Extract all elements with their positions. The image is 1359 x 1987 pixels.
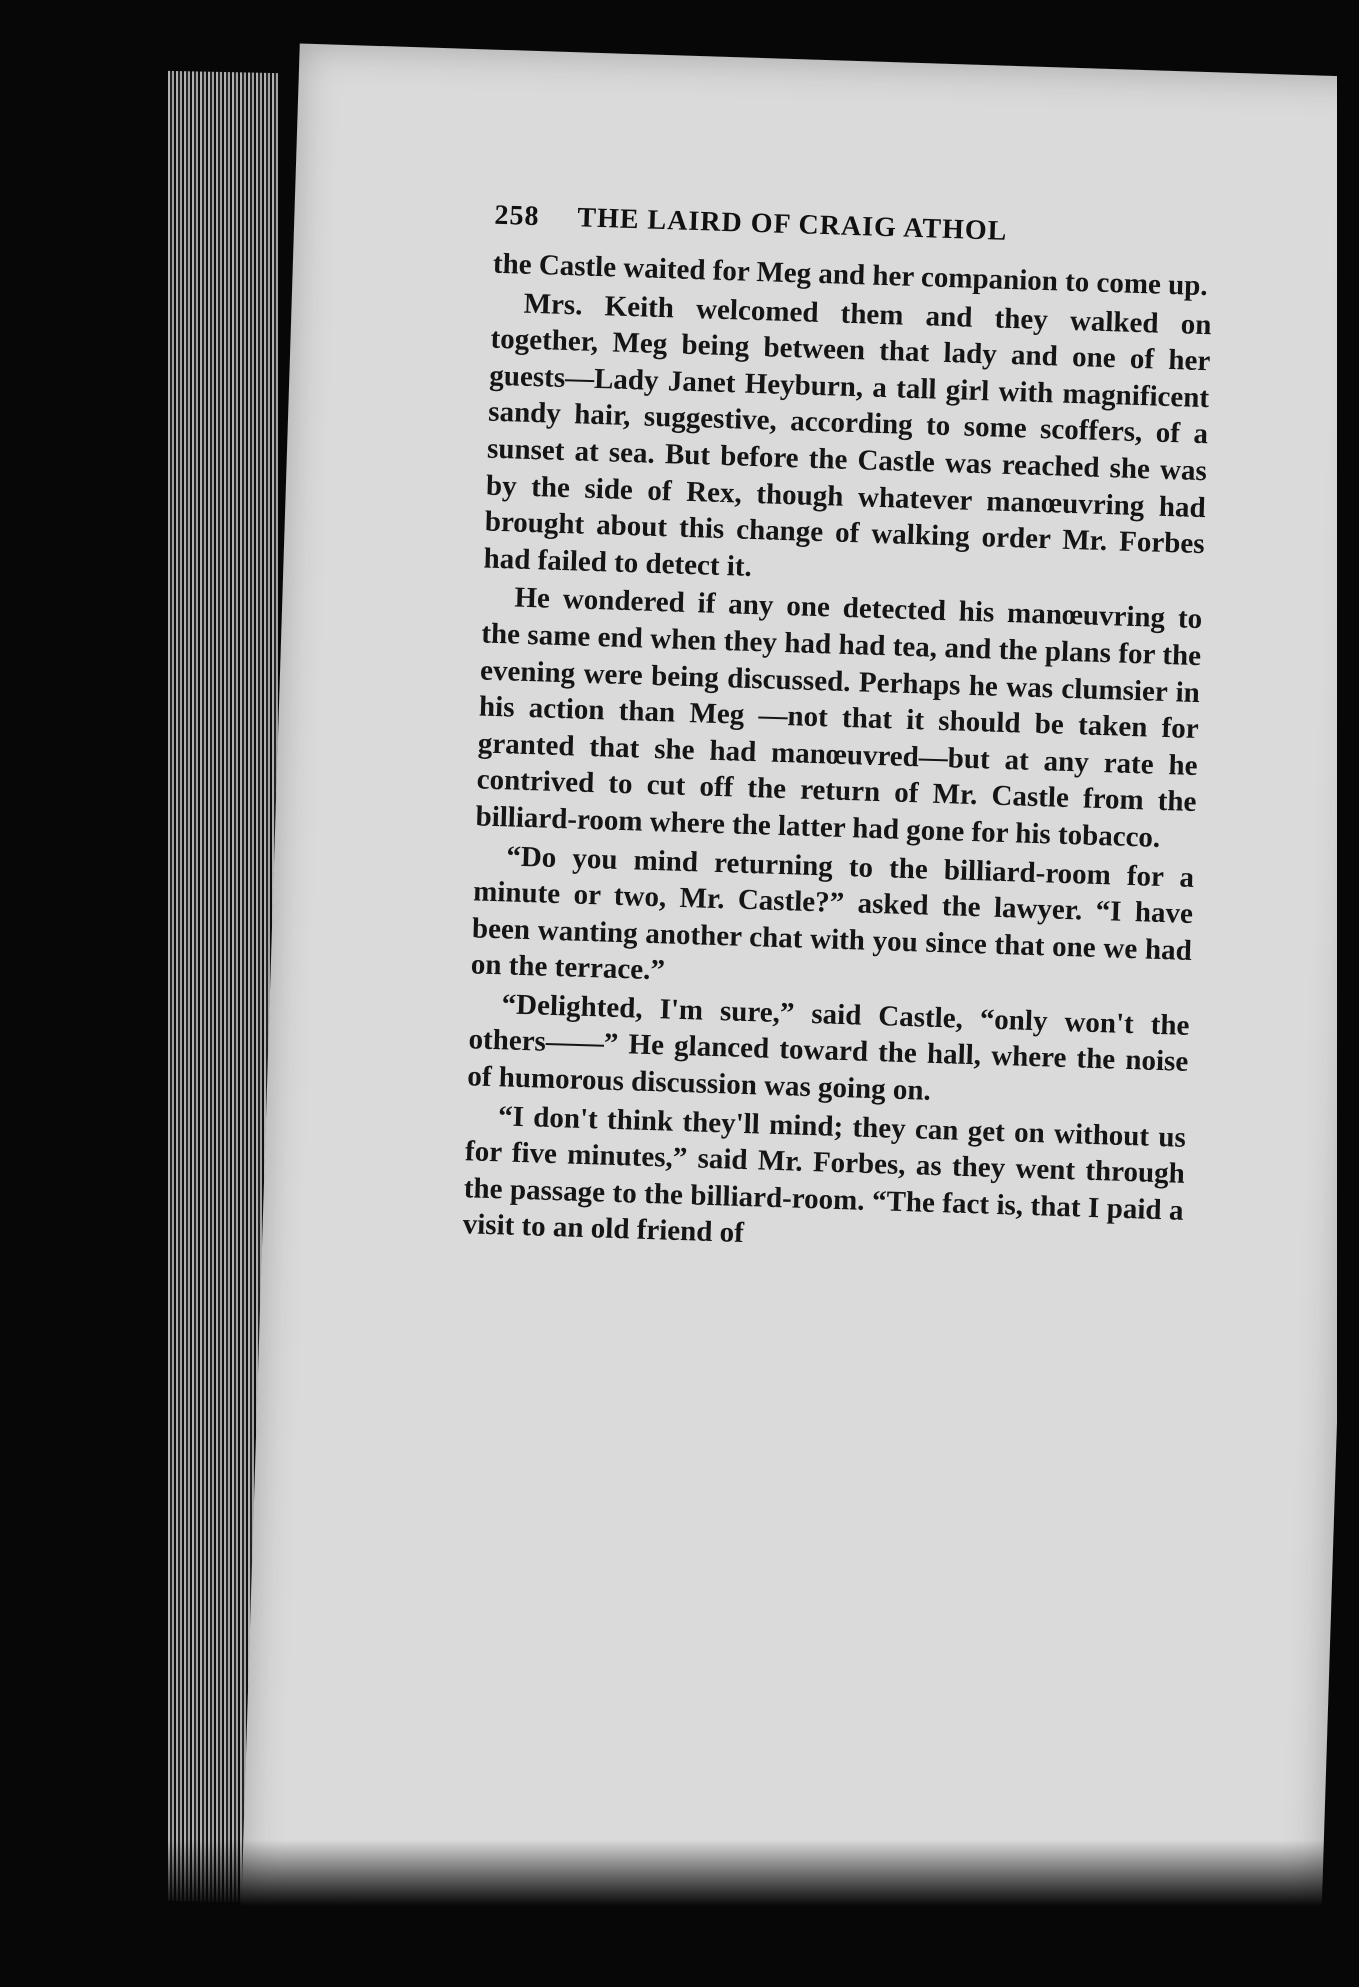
paragraph-2: Mrs. Keith welcomed them and they walked on together, Meg being between that lady and one of her guests—Lady Janet Heyburn, a tall girl with magnificent sandy hair, suggestive, according to some scoffers, of a sunset at sea. But before the Castle was reached she was by the side of Rex, though whatever manœuvring had brought about this change of walking order Mr. Forbes had failed to detect it. (483, 287, 1212, 583)
paragraph-1: the Castle waited for Meg and her companion to come up. (492, 247, 1209, 303)
text-block (462, 200, 1214, 1266)
running-title: THE LAIRD OF CRAIG ATHOL (576, 202, 1008, 247)
running-header (494, 200, 1215, 255)
paragraph-4: “Do you mind returning to the billiard-room for a minute or two, Mr. Castle?” asked the lawyer. “I have been wanting another chat with you since that one we had on the terrace.” (470, 839, 1195, 987)
bottom-shadow (0, 1840, 1359, 1987)
paragraph-5: “Delighted, I'm sure,” said Castle, “only won't the others——” He glanced toward the hall, where the noise of humorous discussion was going on. (466, 988, 1190, 1107)
paragraph-6: “I don't think they'll mind; they can get on without us for five minutes,” said Mr. Forbes, as they went through the passage to the billiard-room. “The fact is, that I paid a visit to an old friend of (462, 1099, 1187, 1250)
paragraph-3: He wondered if any one detected his manœuvring to the same end when they had had tea, and the plans for the evening were being discussed. Perhaps he was clumsier in his action than Meg —not that it should be taken for granted that she had manœuvred—but at any rate he contrived to cut off the return of Mr. Castle from the billiard-room where the latter had gone for his tobacco. (475, 581, 1203, 854)
right-edge-shadow (1337, 0, 1359, 1987)
page-number: 258 (494, 199, 540, 233)
book-page (241, 44, 1359, 1957)
